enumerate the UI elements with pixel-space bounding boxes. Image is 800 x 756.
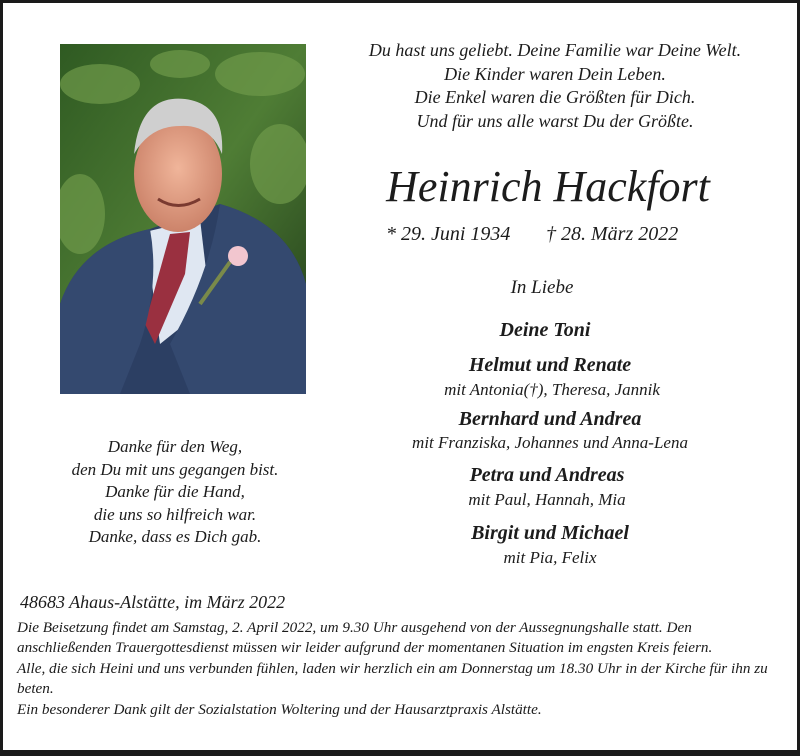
obituary-notice — [3, 3, 797, 750]
poem-top — [369, 39, 741, 133]
poem-line: Die Enkel waren die Größten für Dich. — [414, 87, 696, 107]
family-children: mit Antonia(†), Theresa, Jannik — [444, 380, 660, 399]
poem-line: Und für uns alle warst Du der Größte. — [416, 110, 694, 131]
family-names: Deine Toni — [499, 319, 591, 341]
family-names: Birgit und Michael — [471, 522, 629, 544]
birth-date: * 29. Juni 1934 — [386, 223, 511, 245]
family-names: Bernhard und Andrea — [458, 408, 642, 430]
poem-line: Du hast uns geliebt. Deine Familie war Deine Welt. — [368, 40, 742, 60]
location-date: 48683 Ahaus-Alstätte, im März 2022 — [20, 592, 286, 612]
family-children: mit Pia, Felix — [503, 548, 597, 567]
note-paragraph: Die Beisetzung findet am Samstag, 2. April 2022, um 9.30 Uhr ausgehend von der Aussegnungshalle statt. Den anschließenden Trauergottesdienst müssen wir leider aufgrund der momentanen Situation im engsten Kreis feiern. — [17, 619, 713, 656]
poem-line: den Du mit uns gegangen bist. — [71, 459, 279, 479]
death-date: † 28. März 2022 — [546, 223, 679, 245]
portrait-photo — [60, 44, 306, 394]
in-liebe: In Liebe — [510, 277, 574, 298]
poem-line: Danke für den Weg, — [107, 437, 243, 456]
family-children: mit Franziska, Johannes und Anna-Lena — [412, 433, 688, 452]
family-names: Petra und Andreas — [469, 464, 625, 486]
poem-line: Danke, dass es Dich gab. — [88, 527, 262, 546]
family-names: Helmut und Renate — [468, 354, 632, 376]
poem-left — [72, 436, 279, 549]
note-paragraph: Ein besonderer Dank gilt der Sozialstation Woltering und der Hausarztpraxis Alstätte. — [17, 701, 542, 718]
poem-line: Danke für die Hand, — [105, 482, 245, 501]
funeral-notes — [17, 618, 787, 721]
poem-line: Die Kinder waren Dein Leben. — [444, 63, 666, 84]
poem-line: die uns so hilfreich war. — [93, 504, 257, 524]
family-children: mit Paul, Hannah, Mia — [468, 490, 626, 509]
deceased-name: Heinrich Hackfort — [386, 162, 710, 211]
note-paragraph: Alle, die sich Heini und uns verbunden fühlen, laden wir herzlich ein am Donnerstag um 18.30 Uhr in der Kirche für ihn zu beten. — [17, 660, 768, 697]
